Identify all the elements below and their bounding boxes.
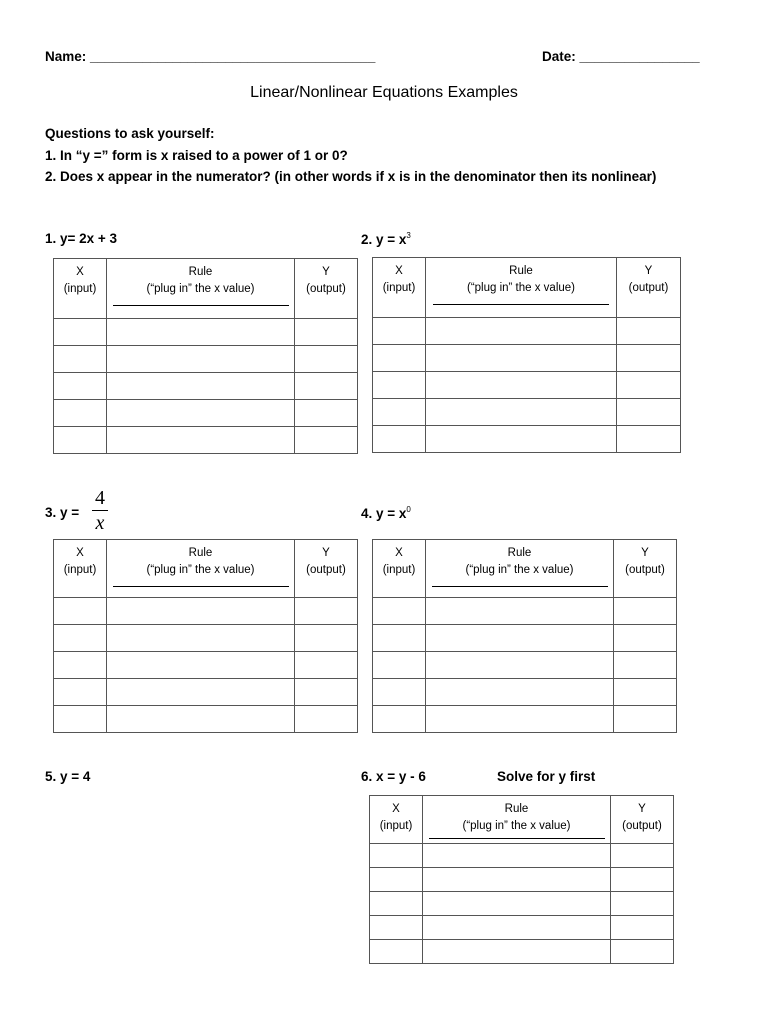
rule-column-header: Rule (“plug in” the x value) — [423, 796, 611, 844]
table-row — [54, 400, 358, 427]
x-cell[interactable] — [54, 652, 107, 679]
rule-cell[interactable] — [107, 652, 295, 679]
problem-6-note: Solve for y first — [497, 769, 596, 784]
y-column-header: Y (output) — [617, 258, 681, 318]
x-cell[interactable] — [54, 598, 107, 625]
x-cell[interactable] — [373, 598, 426, 625]
x-cell[interactable] — [373, 679, 426, 706]
rule-cell[interactable] — [107, 598, 295, 625]
table-row — [373, 372, 681, 399]
x-cell[interactable] — [370, 844, 423, 868]
rule-cell[interactable] — [107, 706, 295, 733]
x-column-header: X (input) — [54, 259, 107, 319]
rule-column-header: Rule (“plug in” the x value) — [107, 259, 295, 319]
problem-3-label: 3. y = — [45, 505, 80, 520]
rule-cell[interactable] — [107, 625, 295, 652]
y-column-header: Y (output) — [614, 540, 677, 598]
table-row — [54, 706, 358, 733]
date-field: Date: ________________ — [542, 49, 700, 64]
y-cell[interactable] — [295, 427, 358, 454]
table-row — [373, 318, 681, 345]
rule-cell[interactable] — [423, 868, 611, 892]
table-row — [373, 652, 677, 679]
x-cell[interactable] — [370, 868, 423, 892]
rule-cell[interactable] — [426, 372, 617, 399]
rule-cell[interactable] — [107, 679, 295, 706]
table-row — [373, 679, 677, 706]
table-row — [373, 345, 681, 372]
y-column-header: Y (output) — [295, 540, 358, 598]
table-row — [373, 598, 677, 625]
questions-block — [45, 123, 665, 188]
question-1: 1. In “y =” form is x raised to a power of 1 or 0? — [45, 147, 348, 163]
y-column-header: Y (output) — [611, 796, 674, 844]
x-cell[interactable] — [373, 652, 426, 679]
y-cell[interactable] — [614, 598, 677, 625]
x-cell[interactable] — [373, 318, 426, 345]
table-row — [54, 652, 358, 679]
y-cell[interactable] — [614, 625, 677, 652]
y-cell[interactable] — [295, 652, 358, 679]
y-cell[interactable] — [617, 399, 681, 426]
table-row — [54, 598, 358, 625]
fraction-numerator: 4 — [95, 487, 105, 509]
rule-cell[interactable] — [107, 319, 295, 346]
rule-cell[interactable] — [423, 916, 611, 940]
x-column-header: X (input) — [370, 796, 423, 844]
page-title: Linear/Nonlinear Equations Examples — [250, 84, 518, 101]
table-row — [373, 706, 677, 733]
rule-cell[interactable] — [107, 373, 295, 400]
y-cell[interactable] — [295, 598, 358, 625]
table-row — [370, 868, 674, 892]
rule-cell[interactable] — [426, 318, 617, 345]
y-cell[interactable] — [295, 319, 358, 346]
question-2: 2. Does x appear in the numerator? (in other words if x is in the denominator then its nonlinear) — [45, 169, 657, 184]
x-cell[interactable] — [54, 373, 107, 400]
rule-cell[interactable] — [426, 625, 614, 652]
x-cell[interactable] — [54, 346, 107, 373]
table-row — [54, 373, 358, 400]
table-row — [373, 399, 681, 426]
x-column-header: X (input) — [373, 258, 426, 318]
table-row — [373, 625, 677, 652]
y-cell[interactable] — [614, 706, 677, 733]
rule-column-header: Rule (“plug in” the x value) — [107, 540, 295, 598]
x-cell[interactable] — [373, 345, 426, 372]
x-cell[interactable] — [54, 679, 107, 706]
rule-cell[interactable] — [426, 399, 617, 426]
rule-cell[interactable] — [423, 844, 611, 868]
rule-column-header: Rule (“plug in” the x value) — [426, 540, 614, 598]
table-row — [54, 679, 358, 706]
fraction-denominator: x — [95, 512, 105, 534]
table-row — [54, 346, 358, 373]
table-problem-1 — [53, 258, 358, 454]
problem-4-label: 4. $y = x^0$ — [361, 505, 411, 521]
table-row — [370, 940, 674, 964]
rule-cell[interactable] — [426, 652, 614, 679]
y-cell[interactable] — [617, 318, 681, 345]
x-cell[interactable] — [370, 940, 423, 964]
rule-cell[interactable] — [426, 426, 617, 453]
y-cell[interactable] — [295, 373, 358, 400]
x-cell[interactable] — [370, 892, 423, 916]
y-cell[interactable] — [611, 940, 674, 964]
y-column-header: Y (output) — [295, 259, 358, 319]
table-row — [370, 916, 674, 940]
rule-cell[interactable] — [107, 427, 295, 454]
rule-cell[interactable] — [423, 940, 611, 964]
x-cell[interactable] — [54, 319, 107, 346]
problem-2-label: 2. $y = x^3$ — [361, 231, 411, 247]
y-cell[interactable] — [611, 844, 674, 868]
y-cell[interactable] — [295, 346, 358, 373]
x-cell[interactable] — [373, 706, 426, 733]
table-problem-4 — [372, 539, 677, 733]
x-cell[interactable] — [54, 400, 107, 427]
table-row — [370, 892, 674, 916]
y-cell[interactable] — [617, 372, 681, 399]
y-cell[interactable] — [617, 345, 681, 372]
y-cell[interactable] — [611, 892, 674, 916]
problem-6-label: 6. x = y - 6 — [361, 769, 426, 784]
table-problem-3 — [53, 539, 358, 733]
problem-4-exponent: 0 — [406, 505, 411, 514]
y-cell[interactable] — [295, 706, 358, 733]
x-cell[interactable] — [373, 372, 426, 399]
table-problem-6 — [369, 795, 674, 964]
rule-cell[interactable] — [107, 400, 295, 427]
rule-cell[interactable] — [426, 679, 614, 706]
x-cell[interactable] — [373, 625, 426, 652]
questions-heading: Questions to ask yourself: — [45, 126, 215, 141]
table-row — [54, 319, 358, 346]
table-row — [370, 844, 674, 868]
rule-cell[interactable] — [426, 706, 614, 733]
x-column-header: X (input) — [54, 540, 107, 598]
y-cell[interactable] — [611, 916, 674, 940]
problem-1-label: 1. y= 2x + 3 — [45, 231, 118, 246]
y-cell[interactable] — [611, 868, 674, 892]
y-cell[interactable] — [295, 679, 358, 706]
problem-2-exponent: 3 — [406, 231, 411, 240]
fraction-bar — [92, 510, 108, 511]
table-row — [54, 427, 358, 454]
y-cell[interactable] — [617, 426, 681, 453]
rule-cell[interactable] — [426, 345, 617, 372]
table-row — [54, 625, 358, 652]
rule-column-header: Rule (“plug in” the x value) — [426, 258, 617, 318]
x-cell[interactable] — [54, 625, 107, 652]
y-cell[interactable] — [614, 679, 677, 706]
x-cell[interactable] — [54, 706, 107, 733]
table-problem-2 — [372, 257, 681, 453]
y-cell[interactable] — [614, 652, 677, 679]
x-cell[interactable] — [373, 426, 426, 453]
rule-cell[interactable] — [107, 346, 295, 373]
rule-cell[interactable] — [423, 892, 611, 916]
x-cell[interactable] — [370, 916, 423, 940]
problem-5-label: 5. y = 4 — [45, 769, 91, 784]
problem-3-fraction — [92, 487, 108, 534]
y-cell[interactable] — [295, 625, 358, 652]
name-field: Name: ______________________________________ — [45, 49, 376, 64]
y-cell[interactable] — [295, 400, 358, 427]
x-column-header: X (input) — [373, 540, 426, 598]
rule-cell[interactable] — [426, 598, 614, 625]
table-row — [373, 426, 681, 453]
x-cell[interactable] — [373, 399, 426, 426]
x-cell[interactable] — [54, 427, 107, 454]
